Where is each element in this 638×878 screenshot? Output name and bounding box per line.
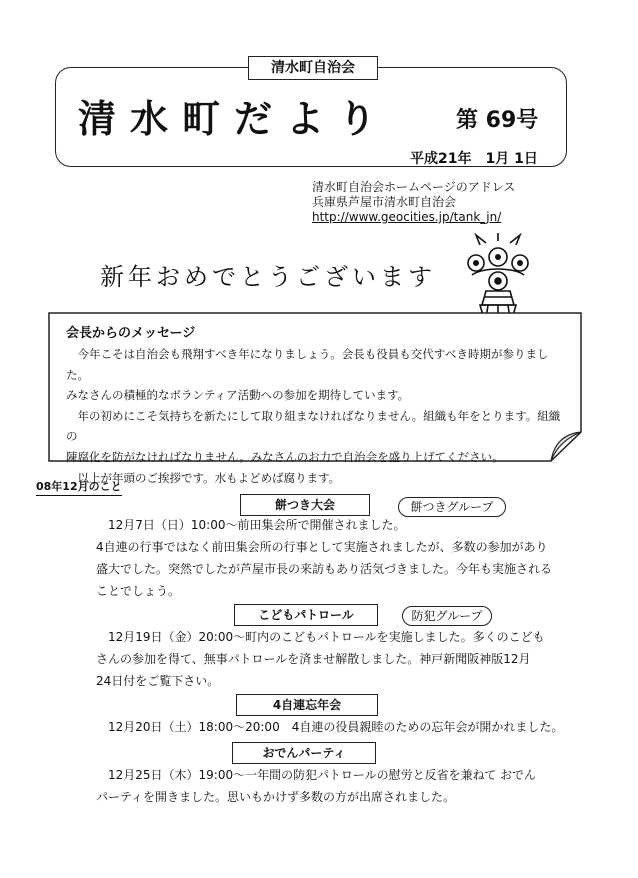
event-title-mochitsuki: 餅つき大会 [240, 494, 370, 516]
event-line: 12月19日（金）20:00～町内のこどもパトロールを実施しました。多くのこども [96, 630, 545, 644]
event-line: 12月20日（土）18:00～20:00 4自連の役員親睦のための忘年会が開かれました。 [96, 720, 564, 734]
event-title-bonenkai: 4自連忘年会 [236, 694, 378, 716]
event-line: ことでしょう。 [96, 584, 181, 598]
newsletter-title: 清水町だより [78, 96, 391, 141]
event-line: パーティを開きました。思いもかけず多数の方が出席されました。 [96, 790, 456, 804]
event-title-oden-party: おでんパーティ [232, 742, 376, 764]
message-line: 陳腐化を防がなければなりません。みなさんのお力で自治会を盛り上げてください。 [66, 449, 504, 464]
organization-name: 清水町自治会 [248, 56, 378, 80]
event-title-kodomo-patrol: こどもパトロール [234, 604, 378, 626]
kadomatsu-decoration-icon [462, 233, 534, 323]
event-body-bonenkai [96, 716, 576, 738]
event-body-kodomo-patrol [96, 626, 576, 692]
event-line: 24日付をご覧下さい。 [96, 674, 220, 688]
message-line: 今年こそは自治会も飛翔すべき年になりましょう。会長も役員も交代すべき時期が参りました。 [66, 347, 549, 382]
homepage-info [312, 180, 515, 225]
message-line: 以上が年頭のご挨拶です。水もよどめば腐ります。 [66, 470, 341, 485]
event-group-badge: 餅つきグループ [398, 497, 506, 517]
event-body-mochitsuki [96, 514, 576, 602]
message-title: 会長からのメッセージ [66, 326, 196, 341]
homepage-link[interactable]: http://www.geocities.jp/tank_jn/ [312, 210, 502, 224]
event-line: さんの参加を得て、無事パトロールを済ませ解散しました。神戸新聞阪神版12月 [96, 652, 531, 666]
message-line: 年の初めにこそ気持ちを新たにして取り組まなければなりません。組織も年をとります。組織の [66, 408, 561, 444]
issue-number: 第 69号 [456, 108, 539, 133]
event-line: 12月7日（日）10:00～前田集会所で開催されました。 [96, 518, 406, 532]
message-line: みなさんの積極的なボランティア活動への参加を期待しています。 [66, 388, 410, 403]
homepage-line-2: 兵庫県芦屋市清水町自治会 [312, 195, 457, 209]
homepage-line-1: 清水町自治会ホームページのアドレス [312, 180, 516, 194]
event-group-badge: 防犯グループ [402, 606, 492, 626]
message-body [66, 344, 566, 488]
event-body-oden-party [96, 764, 576, 808]
issue-date: 平成21年 1月 1日 [410, 151, 538, 167]
new-year-greeting: 新年おめでとうございます [100, 263, 436, 291]
section-label: 08年12月のこと [36, 478, 122, 496]
event-line: 12月25日（木）19:00～一年間の防犯パトロールの慰労と反省を兼ねて おでん [96, 768, 537, 782]
event-line: 4自連の行事ではなく前田集会所の行事として実施されましたが、多数の参加があり [96, 540, 548, 554]
event-line: 盛大でした。突然でしたが芦屋市長の来訪もあり活気づきました。今年も実施される [96, 562, 553, 576]
